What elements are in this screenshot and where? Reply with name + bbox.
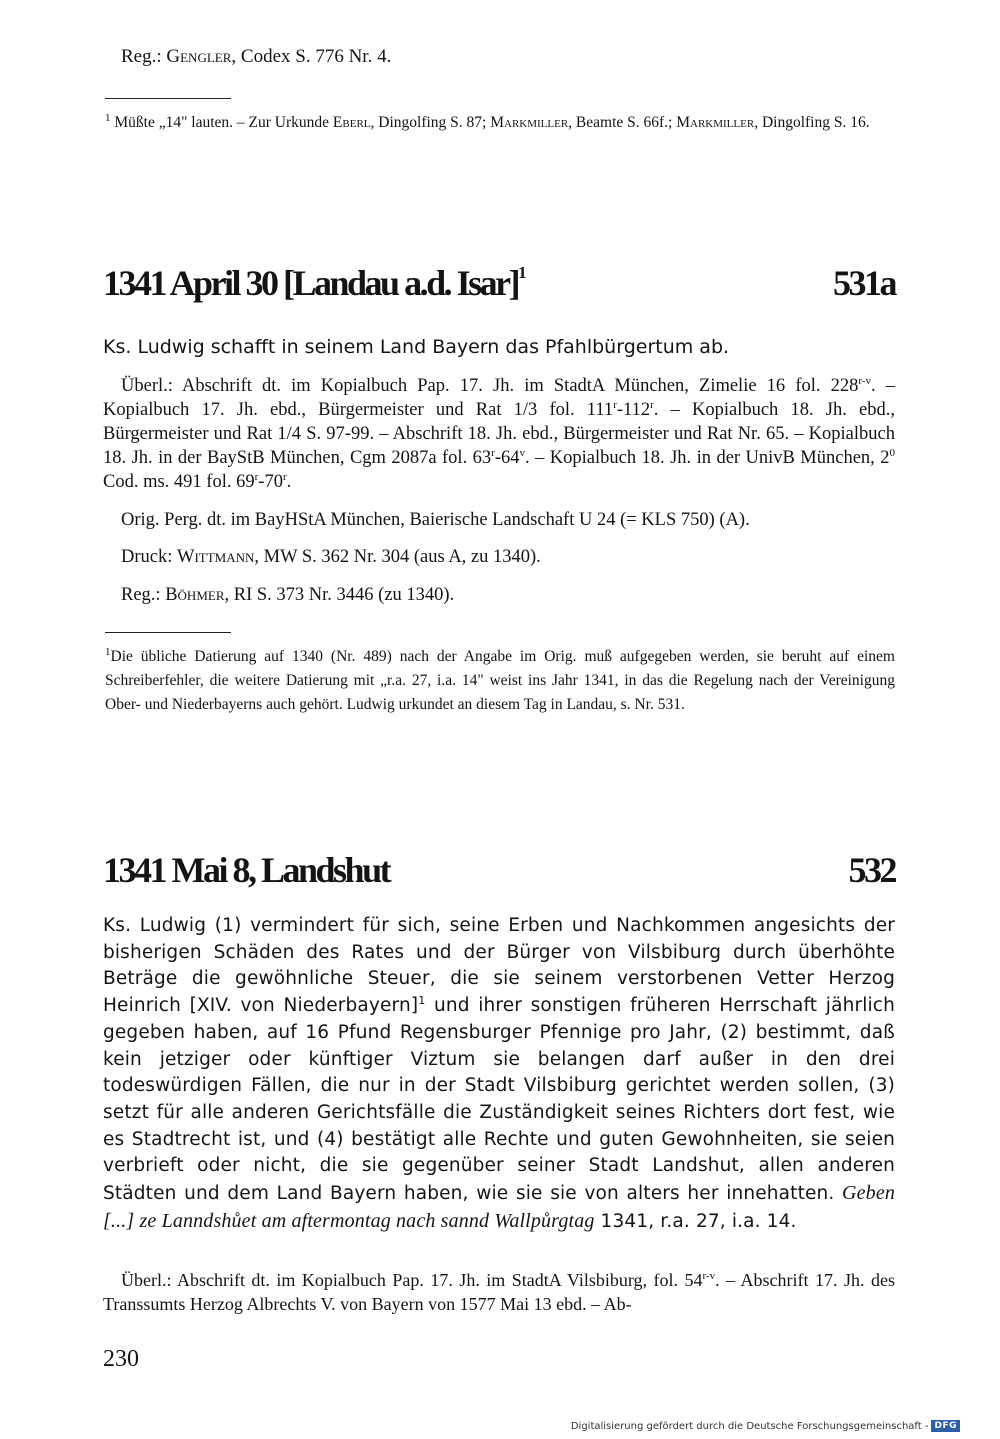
entry-summary: Ks. Ludwig schafft in seinem Land Bayern das Pfahlbürgertum ab. <box>103 336 730 358</box>
entry-number: 531a <box>833 263 895 303</box>
entry-date-place: 1341 Mai 8, Landshut <box>103 850 390 890</box>
footnote-top: $^1$ Müßte „14" lauten. – Zur Urkunde Eberl, Dingolfing S. 87; Markmiller, Beamte S. 66f.; Markmiller, Dingolfing S. 16. <box>105 111 870 131</box>
footnote-531a: $^1$Die übliche Datierung auf 1340 (Nr. 489) nach der Angabe im Orig. muß aufgegeben werden, sie beruht auf einem Schreiberfehler, die weitere Datierung mit „r.a. 27, i.a. 14" weist ins Jahr 1341, in das die Regelung nach der Vereinigung Ober- und Niederbayerns auch gehört. Ludwig urkundet an diesem Tag in Landau, s. Nr. 531. <box>105 645 895 713</box>
top-regest: Reg.: Gengler, Codex S. 776 Nr. 4. <box>121 46 392 67</box>
ueberlieferung: Überl.: Abschrift dt. im Kopialbuch Pap. 17. Jh. im StadtA Vilsbiburg, fol. 54$^{r-v}$. – Abschrift 17. Jh. des Transsumts Herzog Albrechts V. von Bayern von 1577 Mai 13 ebd. – Ab- <box>103 1270 895 1314</box>
entry-body: Ks. Ludwig (1) vermindert für sich, seine Erben und Nachkommen angesichts der bisherigen Schäden des Rates und der Bürger von Vilsbiburg durch überhöhte Beträge die gewöhnliche Steuer, die sie seinem verstorbenen Vetter Herzog Heinrich [XIV. von Niederbayern]$^1$ und ihrer sonstigen früheren Herrschaft jährlich gegeben haben, auf 16 Pfund Regensburger Pfennige pro Jahr, (2) bestimmt, daß kein jetziger oder künftiger Viztum sie belangen darf außer in den drei todeswürdigen Fällen, die nur in der Stadt Vilsbiburg gerichtet werden sollen, (3) setzt für alle anderen Gerichtsfälle die Zuständigkeit seines Richters dort fest, wie es Stadtrecht ist, und (4) bestätigt alle Rechte und guten Gewohnheiten, sie seien verbrieft oder nicht, die sie gegenüber seiner Stadt Landshut, allen anderen Städten und dem Land Bayern haben, wie sie sie von alters her innehatten. Geben [...] ze Lanndshůet am aftermontag nach sannd Wallpůrgtag 1341, r.a. 27, i.a. 14. <box>103 915 895 1232</box>
entry-heading-532 <box>103 849 895 891</box>
footnote-divider <box>105 632 231 633</box>
regest-note: Reg.: Böhmer, RI S. 373 Nr. 3446 (zu 1340). <box>121 585 455 605</box>
page-number: 230 <box>103 1346 139 1372</box>
ueberlieferung: Überl.: Abschrift dt. im Kopialbuch Pap. 17. Jh. im StadtA München, Zimelie 16 fol. 228$^{r-v}$. – Kopialbuch 17. Jh. ebd., Bürgermeister und Rat 1/3 fol. 111$^r$-112$^r$. – Kopialbuch 18. Jh. ebd., Bürgermeister und Rat 1/4 S. 97-99. – Abschrift 18. Jh. ebd., Bürgermeister und Rat Nr. 65. – Kopialbuch 18. Jh. in der BayStB München, Cgm 2087a fol. 63$^r$-64$^v$. – Kopialbuch 18. Jh. in der UnivB München, $2^0$ Cod. ms. 491 fol. 69$^r$-70$^r$. <box>103 374 895 492</box>
original-note: Orig. Perg. dt. im BayHStA München, Baierische Landschaft U 24 (= KLS 750) (A). <box>121 510 750 530</box>
quotation: Geben [...] ze Lanndshůet am aftermontag nach sannd Wallpůrgtag <box>103 1182 895 1232</box>
druck-note: Druck: Wittmann, MW S. 362 Nr. 304 (aus A, zu 1340). <box>121 547 541 567</box>
dfg-logo: DFG <box>931 1420 960 1432</box>
digitization-credit: Digitalisierung gefördert durch die Deutsche Forschungsgemeinschaft - DFG <box>571 1420 960 1432</box>
footnote-divider <box>105 98 231 99</box>
entry-date-place: 1341 April 30 [Landau a.d. Isar]$^1$ <box>103 263 527 303</box>
entry-heading-531a <box>103 262 895 304</box>
author-name: Gengler <box>166 46 232 67</box>
entry-number: 532 <box>848 850 895 890</box>
